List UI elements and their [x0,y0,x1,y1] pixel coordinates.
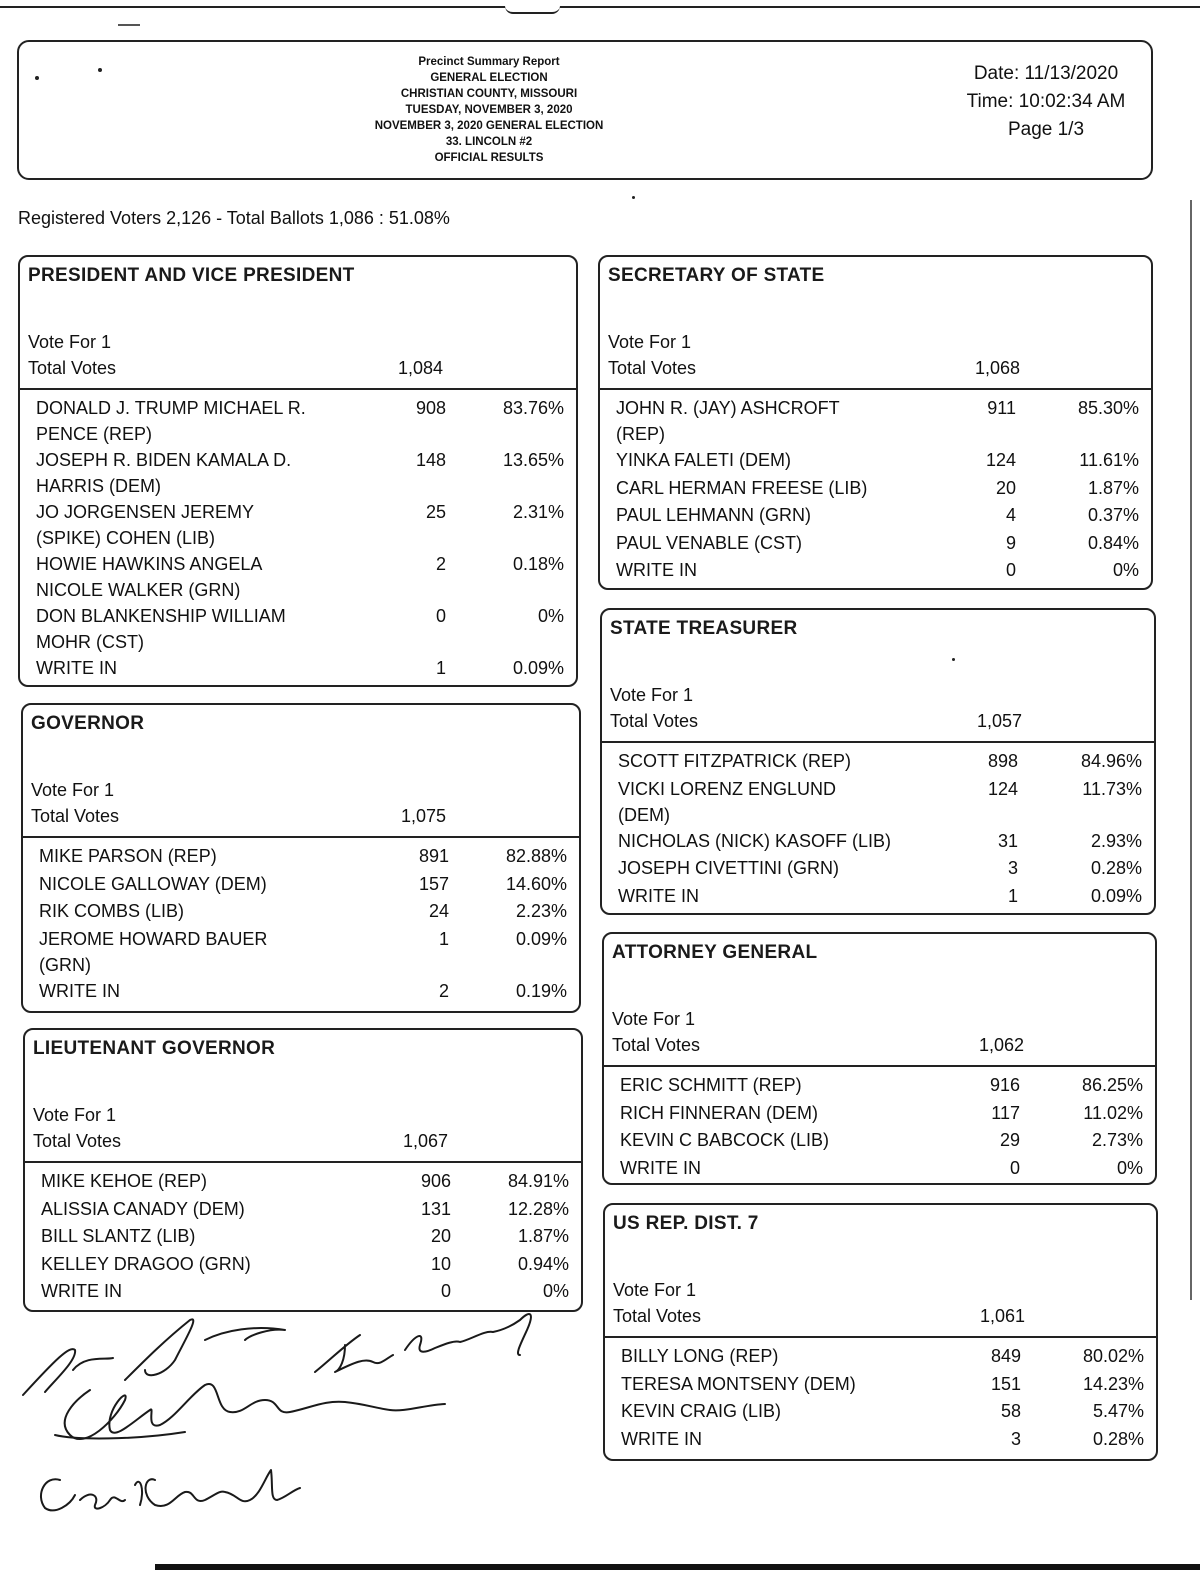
candidate-percent: 0% [1116,1157,1143,1178]
candidate-name-line-1: DONALD J. TRUMP MICHAEL R. [36,398,306,418]
candidate-percent: 84.91% [507,1171,569,1191]
candidate-name-line-2: NICOLE WALKER (GRN) [36,580,241,600]
candidate-row [620,1127,1143,1153]
candidate-name-line-1: RIK COMBS (LIB) [39,901,185,921]
candidate-name [616,447,791,473]
candidate-name-line-1: NICOLE GALLOWAY (DEM) [39,873,267,894]
report-date: Date: 11/13/2020 [973,63,1119,84]
candidate-percent: 86.25% [1081,1075,1143,1095]
candidate-name [41,1196,245,1222]
candidate-votes: 1 [435,658,446,678]
scan-notch [505,6,560,14]
candidate-votes: 916 [989,1075,1020,1095]
candidate-percent: 0.09% [1090,885,1142,906]
candidate-name [621,1426,702,1452]
candidate-percent: 0% [537,606,564,626]
total-votes-value: 1,075 [400,806,446,826]
total-votes-value: 1,084 [397,358,443,378]
candidate-percent: 2.93% [1090,830,1142,851]
report-title-block [319,54,659,166]
candidate-name-line-1: DON BLANKENSHIP WILLIAM [36,606,286,626]
candidate-percent: 14.23% [1082,1373,1144,1394]
candidate-name-line-1: ALISSIA CANADY (DEM) [41,1198,245,1219]
candidate-name [36,603,286,655]
header-separator [604,1065,1155,1067]
candidate-name-line-2: (SPIKE) COHEN (LIB) [36,528,216,548]
total-votes-label: Total Votes [613,1306,702,1326]
candidate-row [41,1251,569,1277]
candidate-name-line-1: YINKA FALETI (DEM) [616,450,792,470]
candidate-row [618,883,1142,909]
candidate-percent: 0.37% [1087,505,1139,525]
candidate-name [36,395,306,447]
signature-3 [65,1384,445,1439]
candidate-name-line-1: PAUL LEHMANN (GRN) [616,505,812,525]
vote-for: Vote For 1 [610,685,694,705]
contest-box-president [18,255,578,687]
contest-box-state-treasurer [600,608,1156,915]
candidate-votes: 898 [987,751,1018,771]
candidate-row [621,1371,1144,1397]
contest-title: STATE TREASURER [610,618,798,639]
candidate-votes: 20 [995,477,1016,498]
report-time: Time: 10:02:34 AM [966,91,1126,112]
candidate-percent: 84.96% [1080,751,1142,771]
candidate-name-line-1: KELLEY DRAGOO (GRN) [41,1253,251,1274]
candidate-name [36,499,254,551]
candidate-name-line-1: MIKE PARSON (REP) [39,846,217,866]
candidate-name-line-1: CARL HERMAN FREESE (LIB) [616,477,868,498]
candidate-votes: 0 [435,606,446,626]
candidate-percent: 83.76% [502,398,564,418]
candidate-name-line-1: JOHN R. (JAY) ASHCROFT [616,398,840,418]
candidate-name [618,883,699,909]
candidate-name [620,1127,829,1153]
candidate-name [618,855,839,881]
signature-4 [41,1470,300,1510]
candidate-name [621,1343,778,1369]
candidate-percent: 2.31% [512,502,564,522]
candidate-name-line-1: WRITE IN [621,1428,702,1449]
candidate-row [616,530,1139,556]
total-votes-value: 1,057 [976,711,1022,731]
contest-title: PRESIDENT AND VICE PRESIDENT [28,265,355,286]
candidate-percent: 0.84% [1087,532,1139,553]
vote-for: Vote For 1 [612,1009,696,1029]
candidate-name-line-1: WRITE IN [39,980,120,1001]
candidate-name-line-1: JOSEPH CIVETTINI (GRN) [618,858,840,878]
candidate-name [39,978,120,1004]
candidate-votes: 2 [435,554,446,574]
candidate-row [620,1072,1143,1098]
candidate-row [621,1398,1144,1424]
candidate-name-line-1: MIKE KEHOE (REP) [41,1171,208,1191]
candidate-row [618,748,1142,774]
candidate-name-line-2: PENCE (REP) [36,424,153,444]
candidate-name-line-2: (GRN) [39,954,91,975]
scan-speck [632,196,635,199]
candidate-row [39,926,567,978]
header-separator [25,1161,581,1163]
precinct-name: 33. LINCOLN #2 [445,136,533,148]
total-votes-label: Total Votes [33,1131,122,1151]
contest-title: ATTORNEY GENERAL [612,942,818,963]
candidate-name-line-2: HARRIS (DEM) [36,476,161,496]
signatures [15,1300,575,1540]
candidate-percent: 80.02% [1082,1346,1144,1366]
total-votes-value: 1,062 [978,1035,1024,1055]
candidate-name [616,530,802,556]
candidate-name-line-1: NICHOLAS (NICK) KASOFF (LIB) [618,830,892,851]
candidate-percent: 0.94% [517,1253,569,1274]
candidate-percent: 5.47% [1092,1401,1144,1421]
candidate-name [618,828,891,854]
candidate-percent: 85.30% [1077,398,1139,418]
candidate-name [36,447,291,499]
candidate-percent: 11.02% [1083,1102,1143,1123]
candidate-name [618,748,851,774]
candidate-row [618,855,1142,881]
contest-title: LIEUTENANT GOVERNOR [33,1038,276,1059]
contest-box-lt-governor [23,1028,583,1312]
candidate-name-line-1: ERIC SCHMITT (REP) [620,1075,802,1095]
candidate-name-line-1: KEVIN CRAIG (LIB) [621,1401,782,1421]
candidate-votes: 148 [415,450,446,470]
candidate-votes: 1 [438,928,449,949]
contest-title: GOVERNOR [31,713,145,734]
total-votes-label: Total Votes [612,1035,701,1055]
candidate-votes: 24 [428,901,449,921]
candidate-row [618,828,1142,854]
candidate-name-line-1: BILL SLANTZ (LIB) [41,1226,196,1246]
candidate-row [39,843,567,869]
candidate-percent: 0.28% [1090,858,1142,878]
candidate-percent: 2.73% [1091,1130,1143,1150]
candidate-votes: 908 [415,398,446,418]
candidate-percent: 14.60% [505,873,567,894]
signature-2 [315,1314,531,1372]
candidate-name-line-1: TERESA MONTSENY (DEM) [621,1373,856,1394]
candidate-votes: 151 [990,1373,1021,1394]
candidate-name [36,551,262,603]
candidate-votes: 911 [987,398,1016,418]
candidate-percent: 11.61% [1079,450,1139,470]
candidate-name [616,502,811,528]
candidate-percent: 0.18% [512,554,564,574]
candidate-row [41,1223,569,1249]
candidate-votes: 3 [1010,1428,1021,1449]
candidate-name-line-1: PAUL VENABLE (CST) [616,532,803,553]
candidate-name [41,1168,207,1194]
candidate-row [620,1100,1143,1126]
candidate-row [41,1168,569,1194]
candidate-name-line-1: BILLY LONG (REP) [621,1346,779,1366]
candidate-percent: 0% [1112,560,1139,580]
candidate-name [39,898,184,924]
candidate-name [620,1072,802,1098]
candidate-votes: 124 [987,778,1018,799]
total-votes-value: 1,061 [979,1306,1025,1326]
candidate-name [41,1223,195,1249]
candidate-name-line-1: JOSEPH R. BIDEN KAMALA D. [36,450,292,470]
candidate-row [39,978,567,1004]
vote-for: Vote For 1 [33,1105,117,1125]
candidate-votes: 3 [1007,858,1018,878]
candidate-votes: 0 [440,1281,451,1301]
candidate-name [39,871,267,897]
candidate-percent: 82.88% [505,846,567,866]
candidate-votes: 124 [985,450,1016,470]
candidate-votes: 906 [420,1171,451,1191]
election-full-name: NOVEMBER 3, 2020 GENERAL ELECTION [374,120,604,132]
registered-voters-summary: Registered Voters 2,126 - Total Ballots 1,086 : 51.08% [18,208,450,228]
total-votes-label: Total Votes [28,358,117,378]
candidate-row [616,447,1139,473]
header-separator [600,388,1151,390]
candidate-votes: 4 [1005,505,1016,525]
candidate-votes: 25 [425,502,446,522]
candidate-row [36,551,564,603]
candidate-name-line-1: HOWIE HAWKINS ANGELA [36,554,263,574]
candidate-percent: 11.73% [1082,778,1142,799]
candidate-row [621,1426,1144,1452]
candidate-votes: 849 [990,1346,1021,1366]
candidate-row [616,395,1139,447]
candidate-row [36,447,564,499]
candidate-votes: 117 [991,1102,1020,1123]
candidate-row [39,871,567,897]
scan-edge-bottom [155,1564,1200,1570]
candidate-name-line-1: WRITE IN [618,885,699,906]
candidate-percent: 0.09% [515,928,567,949]
vote-for: Vote For 1 [31,780,115,800]
candidate-name-line-1: JO JORGENSEN JEREMY [36,502,255,522]
candidate-row [36,499,564,551]
candidate-name [39,926,267,978]
total-votes-value: 1,067 [402,1131,448,1151]
header-separator [602,741,1154,743]
candidate-name-line-1: RICH FINNERAN (DEM) [620,1102,818,1123]
candidate-percent: 1.87% [1087,477,1139,498]
candidate-name-line-1: WRITE IN [616,560,697,580]
candidate-votes: 0 [1005,560,1016,580]
candidate-votes: 157 [418,873,449,894]
candidate-row [621,1343,1144,1369]
candidate-votes: 20 [430,1226,451,1246]
candidate-row [616,502,1139,528]
candidate-percent: 0.28% [1092,1428,1144,1449]
vote-for: Vote For 1 [608,332,692,352]
total-votes-label: Total Votes [608,358,697,378]
report-meta [951,60,1141,144]
report-header [17,40,1153,180]
candidate-name [39,843,217,869]
candidate-name [616,557,697,583]
candidate-row [39,898,567,924]
election-name: GENERAL ELECTION [430,72,548,84]
candidate-name-line-1: KEVIN C BABCOCK (LIB) [620,1130,830,1150]
county-name: CHRISTIAN COUNTY, MISSOURI [400,88,578,100]
total-votes-label: Total Votes [31,806,120,826]
candidate-name [616,395,840,447]
scan-edge-right [1190,200,1192,1300]
candidate-percent: 12.28% [507,1198,569,1219]
candidate-name-line-2: (DEM) [618,804,670,825]
scan-mark [118,16,140,26]
total-votes-label: Total Votes [610,711,699,731]
candidate-name-line-2: (REP) [616,424,665,444]
candidate-row [616,475,1139,501]
vote-for: Vote For 1 [28,332,112,352]
candidate-name-line-1: SCOTT FITZPATRICK (REP) [618,751,851,771]
candidate-name-line-1: WRITE IN [41,1281,122,1301]
candidate-row [36,655,564,681]
candidate-name [616,475,867,501]
election-date: TUESDAY, NOVEMBER 3, 2020 [405,104,573,116]
header-separator [20,388,576,390]
candidate-votes: 31 [997,830,1018,851]
candidate-name [621,1398,781,1424]
page-number: Page 1/3 [1007,119,1085,140]
candidate-votes: 0 [1009,1157,1020,1178]
candidate-votes: 58 [1000,1401,1021,1421]
vote-for: Vote For 1 [613,1280,697,1300]
signature-1 [23,1319,285,1395]
total-votes-value: 1,068 [974,358,1020,378]
candidate-row [36,603,564,655]
candidate-votes: 10 [430,1253,451,1274]
scan-edge-top [0,6,1200,8]
report-title: Precinct Summary Report [418,56,560,68]
contest-title: SECRETARY OF STATE [608,265,825,286]
candidate-percent: 1.87% [517,1226,569,1246]
candidate-percent: 2.23% [515,901,567,921]
candidate-votes: 1 [1007,885,1018,906]
contest-box-us-rep-7 [603,1203,1158,1461]
candidate-name [620,1100,818,1126]
candidate-percent: 0.19% [515,980,567,1001]
candidate-votes: 131 [420,1198,451,1219]
candidate-name [621,1371,856,1397]
candidate-row [36,395,564,447]
candidate-name [618,776,836,828]
candidate-votes: 9 [1005,532,1016,553]
header-separator [23,836,579,838]
candidate-name [620,1155,701,1181]
candidate-name-line-1: JEROME HOWARD BAUER [39,928,268,949]
header-separator [605,1336,1156,1338]
candidate-votes: 2 [438,980,449,1001]
candidate-row [41,1196,569,1222]
contest-title: US REP. DIST. 7 [613,1213,759,1234]
candidate-percent: 13.65% [502,450,564,470]
candidate-name [41,1251,251,1277]
candidate-name-line-2: MOHR (CST) [36,632,144,652]
candidate-votes: 29 [999,1130,1020,1150]
candidate-percent: 0% [542,1281,569,1301]
candidate-name-line-1: WRITE IN [36,658,117,678]
candidate-row [618,776,1142,828]
candidate-percent: 0.09% [512,658,564,678]
contest-box-secretary-of-state [598,255,1153,590]
candidate-name-line-1: VICKI LORENZ ENGLUND [618,778,837,799]
candidate-name [36,655,117,681]
candidate-name-line-1: WRITE IN [620,1157,701,1178]
results-status: OFFICIAL RESULTS [434,152,544,164]
candidate-row [620,1155,1143,1181]
contest-box-attorney-general [602,932,1157,1185]
candidate-row [616,557,1139,583]
candidate-votes: 891 [418,846,449,866]
contest-box-governor [21,703,581,1013]
